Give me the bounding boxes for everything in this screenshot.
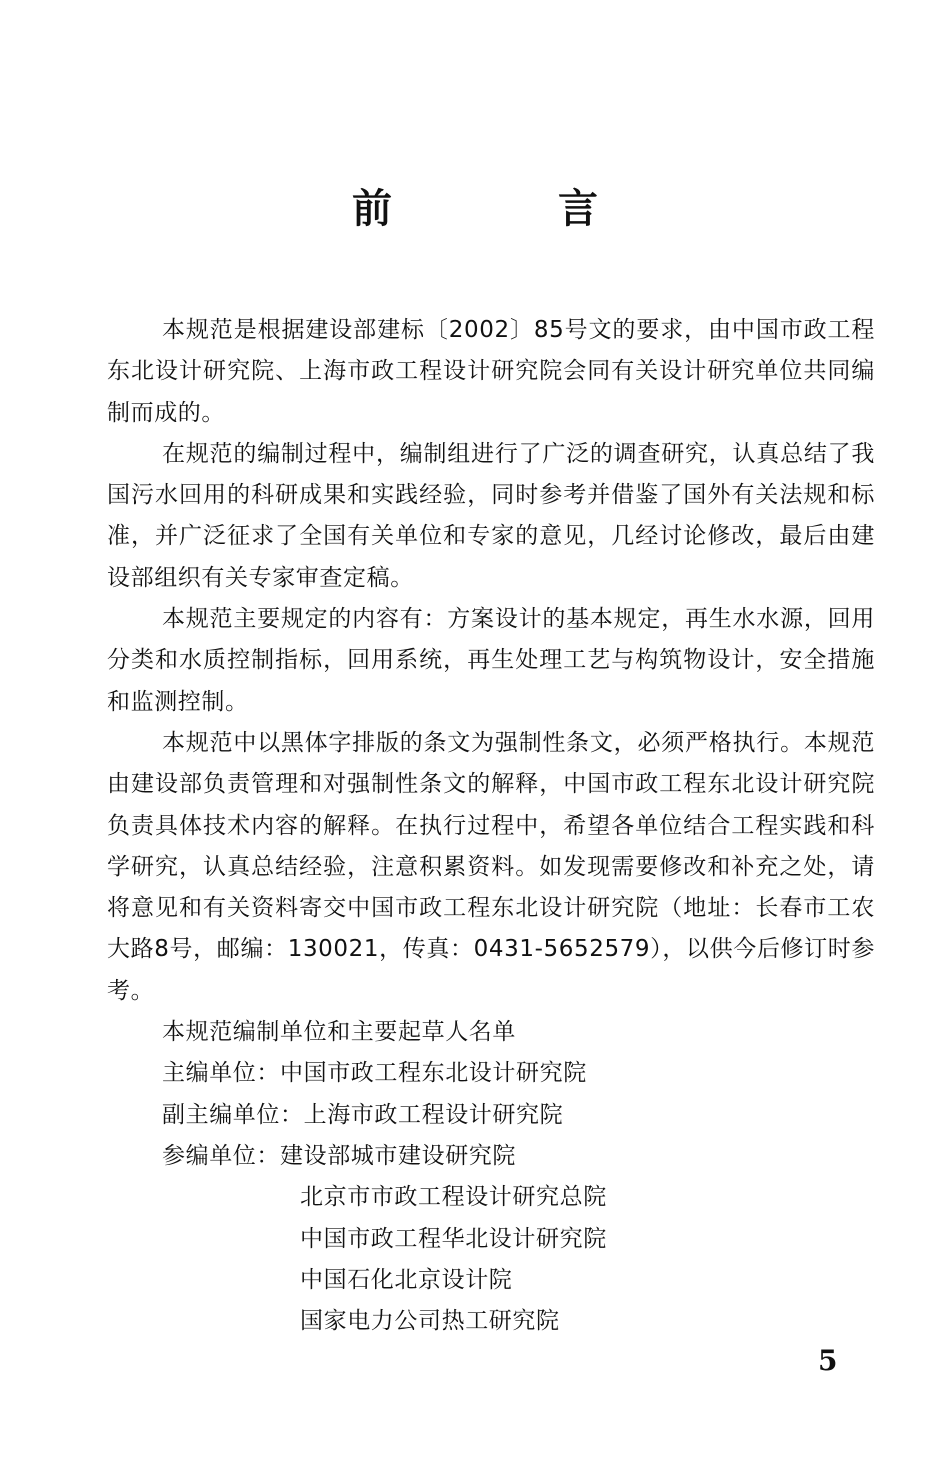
paragraph-4: 本规范中以黑体字排版的条文为强制性条文，必须严格执行。本规范由建设部负责管理和对强制性条文的解释，中国市政工程东北设计研究院负责具体技术内容的解释。在执行过程中，希望各单位结合工程实践和科学研究，认真总结经验，注意积累资料。如发现需要修改和补充之处，请将意见和有关资料寄交中国市政工程东北设计研究院（地址：长春市工农大路8号，邮编：130021，传真：0431-5652579），以供今后修订时参考。	[107, 729, 875, 1004]
participating-unit: 中国市政工程华北设计研究院	[300, 1225, 607, 1252]
page-title: 前 言	[352, 186, 674, 232]
deputy-chief-editor-unit: 副主编单位：上海市政工程设计研究院	[162, 1101, 564, 1128]
drafting-units-heading: 本规范编制单位和主要起草人名单	[162, 1019, 516, 1046]
preface-body	[107, 310, 875, 1342]
paragraph-1: 本规范是根据建设部建标〔2002〕85号文的要求，由中国市政工程东北设计研究院、上海市政工程设计研究院会同有关设计研究单位共同编制而成的。	[107, 317, 875, 426]
chief-editor-unit: 主编单位：中国市政工程东北设计研究院	[162, 1060, 587, 1087]
paragraph-2: 在规范的编制过程中，编制组进行了广泛的调查研究，认真总结了我国污水回用的科研成果和实践经验，同时参考并借鉴了国外有关法规和标准，并广泛征求了全国有关单位和专家的意见，几经讨论修改，最后由建设部组织有关专家审查定稿。	[107, 440, 875, 591]
participating-unit: 北京市市政工程设计研究总院	[300, 1184, 607, 1211]
participating-unit: 参编单位：建设部城市建设研究院	[162, 1142, 516, 1169]
drafting-units-list	[107, 1012, 875, 1342]
participating-unit: 国家电力公司热工研究院	[300, 1308, 560, 1335]
paragraph-3: 本规范主要规定的内容有：方案设计的基本规定，再生水水源，回用分类和水质控制指标，回用系统，再生处理工艺与构筑物设计，安全措施和监测控制。	[107, 606, 875, 715]
page-number: 5	[818, 1344, 838, 1377]
participating-unit: 中国石化北京设计院	[300, 1266, 513, 1293]
